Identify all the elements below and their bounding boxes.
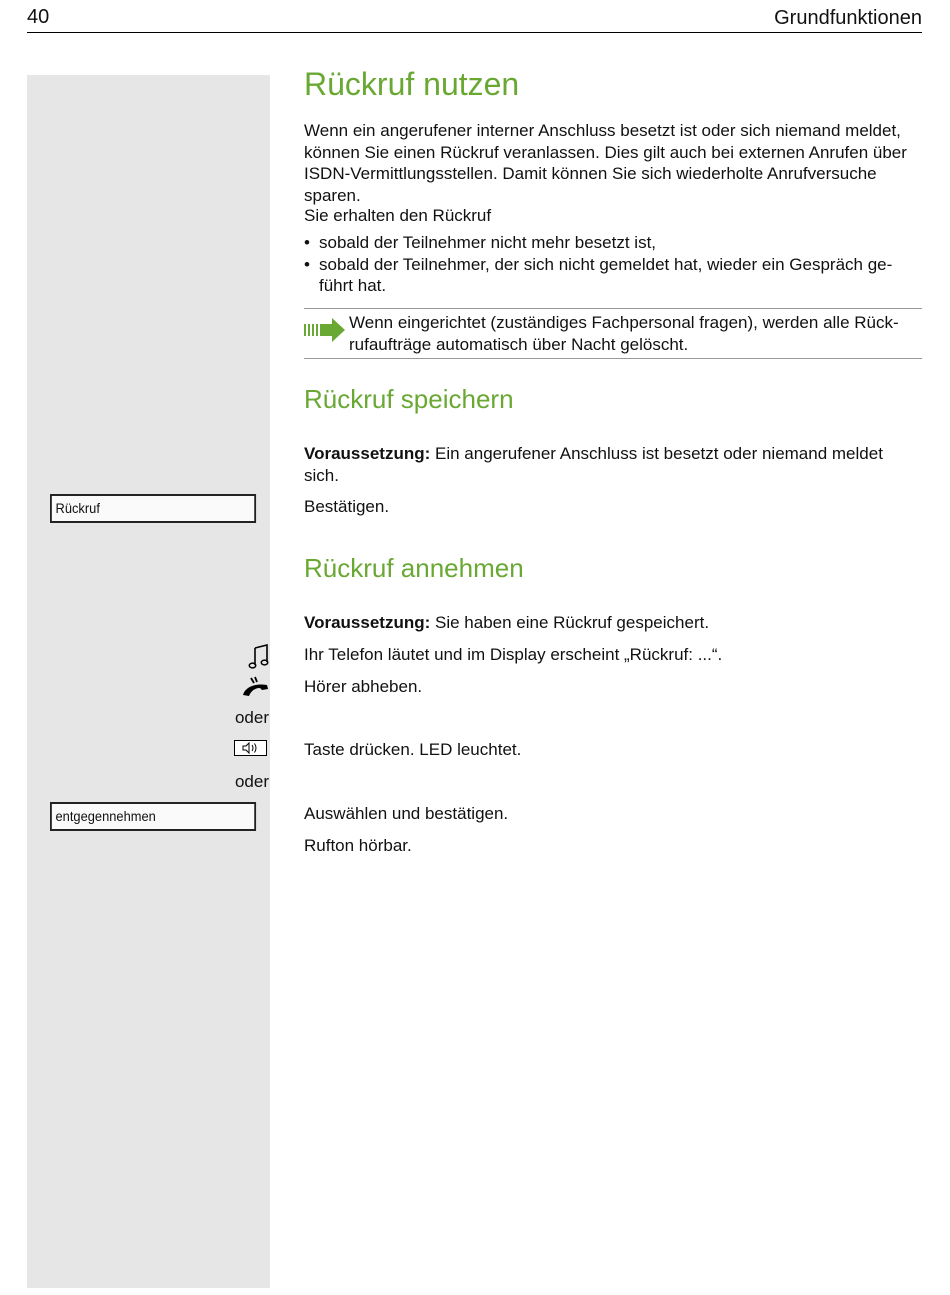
step-select: Auswählen und bestätigen.	[304, 804, 509, 823]
header-rule	[27, 32, 922, 33]
prerequisite-save	[304, 443, 922, 486]
page-number: 40	[27, 6, 50, 28]
step-confirm: Bestätigen.	[304, 497, 390, 516]
or-label: oder	[234, 772, 269, 791]
prerequisite-label: Voraussetzung:	[304, 613, 431, 632]
arrow-right-icon	[304, 318, 346, 342]
chapter-title: Grundfunktionen	[774, 7, 922, 29]
step-key: Taste drücken. LED leuchtet.	[304, 740, 522, 759]
music-note-icon	[248, 644, 270, 670]
step-ring: Ihr Telefon läutet und im Display erscheint „Rückruf: ...“.	[304, 645, 723, 664]
lead-text: Sie erhalten den Rückruf	[304, 206, 492, 225]
note-box	[304, 308, 922, 359]
list-item: • sobald der Teilnehmer, der sich nicht gemeldet hat, wieder ein Gespräch ge-führt hat.	[304, 254, 922, 297]
speaker-key-icon[interactable]	[234, 740, 267, 756]
side-column	[27, 75, 270, 1288]
step-tone: Rufton hörbar.	[304, 836, 412, 855]
prerequisite-text: Sie haben eine Rückruf gespeichert.	[430, 613, 710, 632]
section-title-rueckruf-annehmen: Rückruf annehmen	[304, 553, 524, 583]
prerequisite-accept	[304, 612, 922, 634]
softkey-entgegennehmen[interactable]: entgegennehmen	[50, 802, 256, 831]
section-title-rueckruf-nutzen: Rückruf nutzen	[304, 66, 520, 102]
handset-lift-icon	[241, 676, 270, 698]
bullet-list	[304, 232, 922, 297]
intro-paragraph: Wenn ein angerufener interner Anschluss besetzt ist oder sich niemand meldet, können Sie einen Rückruf veranlassen. Dies gilt auch bei externen Anrufen über ISDN-Vermittlungsstellen. Damit können Sie sich wiederholte Anrufversuche sparen.	[304, 121, 907, 205]
section-title-rueckruf-speichern: Rückruf speichern	[304, 384, 514, 414]
prerequisite-label: Voraussetzung:	[304, 444, 431, 463]
or-label: oder	[234, 708, 269, 727]
step-handset: Hörer abheben.	[304, 677, 423, 696]
softkey-rueckruf[interactable]: Rückruf	[50, 494, 256, 523]
prerequisite-text: Ein angerufener Anschluss ist besetzt oder niemand meldet sich.	[304, 444, 883, 485]
note-text: Wenn eingerichtet (zuständiges Fachpersonal fragen), werden alle Rück-rufaufträge automatisch über Nacht gelöscht.	[349, 313, 899, 354]
list-item: • sobald der Teilnehmer nicht mehr besetzt ist,	[304, 232, 922, 254]
